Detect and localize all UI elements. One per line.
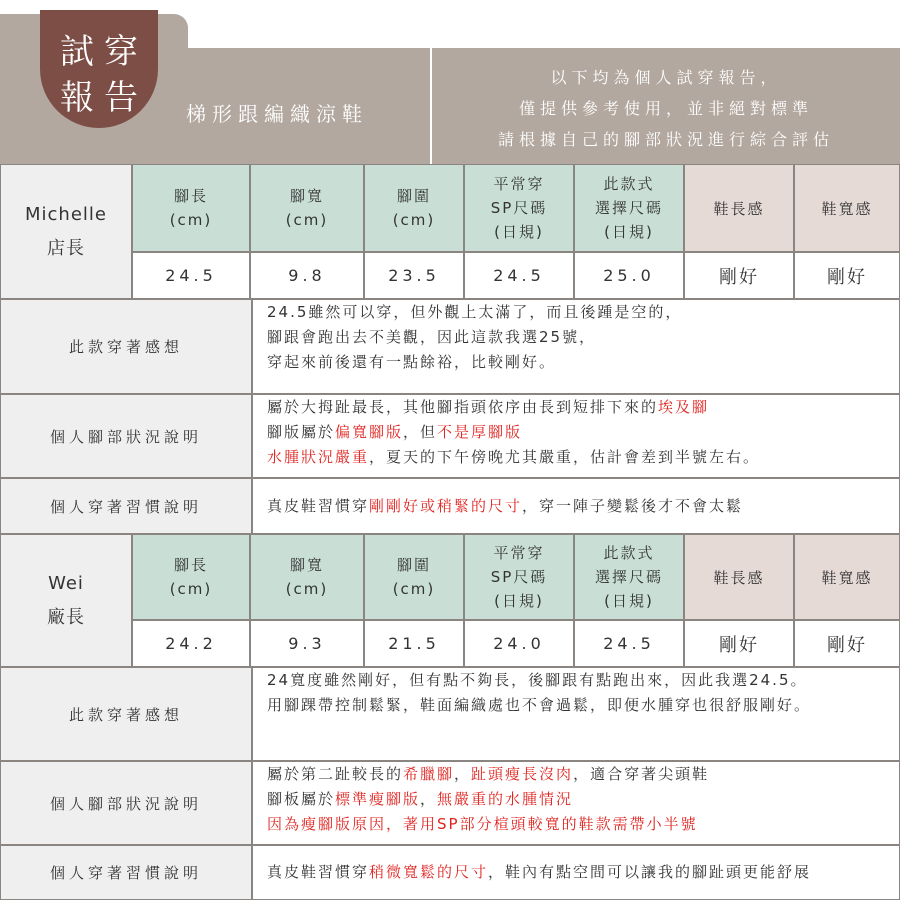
col-title: 平常穿 [493, 175, 545, 193]
col-unit: (cm) [285, 580, 329, 598]
badge-line2: 報告 [60, 78, 148, 118]
highlight-text: 稍微寬鬆的尺寸 [369, 863, 489, 881]
text-span: 屬於第二趾較長的 [267, 765, 404, 783]
reviewer-role: 廠長 [47, 606, 85, 628]
highlight-text: 偏寬腳版 [335, 423, 404, 441]
col-header-chosen-size [574, 534, 684, 620]
value-length: 24.5 [132, 252, 250, 299]
foot-text [252, 394, 900, 478]
highlight-text: 希臘腳 [403, 765, 455, 783]
highlight-text: 因為瘦腳版原因，著用SP部分楦頭較寬的鞋款需帶小半號 [267, 815, 698, 833]
col-unit: (cm) [392, 580, 436, 598]
highlight-text: 無嚴重的水腫情況 [437, 790, 574, 808]
reviewer-name-cell [0, 534, 132, 667]
col-title: SP尺碼 [490, 568, 548, 586]
text-span: ，但 [403, 423, 438, 441]
col-header-usual-size [464, 534, 574, 620]
text-line: 穿起來前後還有一點餘裕，比較剛好。 [267, 353, 557, 371]
col-title: 腳寬 [289, 556, 324, 574]
value-girth: 23.5 [364, 252, 464, 299]
col-header-length-feel: 鞋長感 [684, 534, 794, 620]
label-foot: 個人腳部狀況說明 [0, 761, 252, 845]
text-span: 屬於大拇趾最長，其他腳指頭依序由長到短排下來的 [267, 398, 659, 416]
product-name: 梯形跟編織涼鞋 [186, 102, 368, 126]
text-line: 24寬度雖然剛好，但有點不夠長，後腳跟有點跑出來，因此我選24.5。 [267, 671, 808, 689]
foot-text [252, 761, 900, 845]
text-line: 腳跟會跑出去不美觀，因此這款我選25號， [267, 328, 597, 346]
value-width: 9.8 [250, 252, 364, 299]
col-header-chosen-size [574, 164, 684, 252]
text-span: ， [454, 765, 472, 783]
reviewer-name: Wei [48, 572, 84, 594]
disclaimer-notes [432, 48, 900, 164]
value-length: 24.2 [132, 620, 250, 667]
col-header-length [132, 534, 250, 620]
col-header-width [250, 164, 364, 252]
col-header-girth [364, 164, 464, 252]
label-foot: 個人腳部狀況說明 [0, 394, 252, 478]
col-unit: (cm) [392, 211, 436, 229]
trial-report-badge [40, 10, 158, 128]
text-line: 24.5雖然可以穿，但外觀上太滿了，而且後踵是空的， [267, 303, 683, 321]
note-line: 請根據自己的腳部狀況進行綜合評估 [497, 130, 834, 149]
value-length-feel: 剛好 [684, 252, 794, 299]
impression-text [252, 299, 900, 394]
value-chosen-size: 24.5 [574, 620, 684, 667]
impression-text [252, 667, 900, 761]
col-header-length [132, 164, 250, 252]
col-title: 腳長 [173, 556, 208, 574]
highlight-text: 趾頭瘦長沒肉 [471, 765, 574, 783]
col-unit: (日規) [494, 223, 544, 241]
text-span: 真皮鞋習慣穿 [267, 496, 370, 515]
col-title: 腳圍 [396, 556, 431, 574]
text-span: ，穿一陣子變鬆後才不會太鬆 [522, 496, 744, 515]
value-usual-size: 24.0 [464, 620, 574, 667]
text-line [267, 445, 760, 470]
habit-text [252, 845, 900, 900]
col-header-length-feel: 鞋長感 [684, 164, 794, 252]
col-header-girth [364, 534, 464, 620]
text-span: 真皮鞋習慣穿 [267, 863, 370, 881]
note-line: 以下均為個人試穿報告， [550, 68, 782, 87]
text-line [267, 420, 522, 445]
highlight-text: 剛剛好或稍緊的尺寸 [369, 496, 523, 515]
text-line [267, 812, 698, 837]
col-unit: (cm) [169, 211, 213, 229]
col-unit: (cm) [169, 580, 213, 598]
col-unit: (日規) [494, 592, 544, 610]
highlight-text: 埃及腳 [658, 398, 710, 416]
col-title: 平常穿 [493, 544, 545, 562]
col-unit: (cm) [285, 211, 329, 229]
value-chosen-size: 25.0 [574, 252, 684, 299]
value-usual-size: 24.5 [464, 252, 574, 299]
highlight-text: 標準瘦腳版 [335, 790, 421, 808]
text-line [267, 395, 709, 420]
label-impression: 此款穿著感想 [0, 667, 252, 761]
label-impression: 此款穿著感想 [0, 299, 252, 394]
value-length-feel: 剛好 [684, 620, 794, 667]
value-width-feel: 剛好 [794, 620, 900, 667]
col-title: 選擇尺碼 [594, 199, 663, 217]
highlight-text: 不是厚腳版 [437, 423, 523, 441]
label-habit: 個人穿著習慣說明 [0, 478, 252, 534]
text-span: 腳版屬於 [267, 423, 336, 441]
text-span: ，夏天的下午傍晚尤其嚴重，估計會差到半號左右。 [369, 448, 761, 466]
col-unit: (日規) [604, 592, 654, 610]
reviewer-name: Michelle [25, 203, 107, 225]
text-span: 腳板屬於 [267, 790, 336, 808]
note-line: 僅提供參考使用，並非絕對標準 [518, 99, 813, 118]
label-habit: 個人穿著習慣說明 [0, 845, 252, 900]
text-span: ，鞋內有點空間可以讓我的腳趾頭更能舒展 [488, 863, 812, 881]
col-header-usual-size [464, 164, 574, 252]
value-width: 9.3 [250, 620, 364, 667]
value-width-feel: 剛好 [794, 252, 900, 299]
col-title: 選擇尺碼 [594, 568, 663, 586]
col-title: 腳長 [173, 187, 208, 205]
text-span: ， [420, 790, 438, 808]
col-header-width-feel: 鞋寬感 [794, 164, 900, 252]
text-span: ，適合穿著尖頭鞋 [573, 765, 710, 783]
value-girth: 21.5 [364, 620, 464, 667]
text-line [267, 762, 709, 787]
highlight-text: 水腫狀況嚴重 [267, 448, 370, 466]
reviewer-name-cell [0, 164, 132, 299]
col-unit: (日規) [604, 223, 654, 241]
text-line: 用腳踝帶控制鬆緊，鞋面編織處也不會過鬆，即便水腫穿也很舒服剛好。 [267, 696, 812, 714]
col-title: 此款式 [603, 175, 655, 193]
col-header-width [250, 534, 364, 620]
col-title: 此款式 [603, 544, 655, 562]
col-header-width-feel: 鞋寬感 [794, 534, 900, 620]
col-title: 腳寬 [289, 187, 324, 205]
col-title: 腳圍 [396, 187, 431, 205]
habit-text [252, 478, 900, 534]
col-title: SP尺碼 [490, 199, 548, 217]
text-line [267, 787, 573, 812]
badge-line1: 試穿 [60, 32, 148, 72]
reviewer-role: 店長 [47, 237, 85, 259]
